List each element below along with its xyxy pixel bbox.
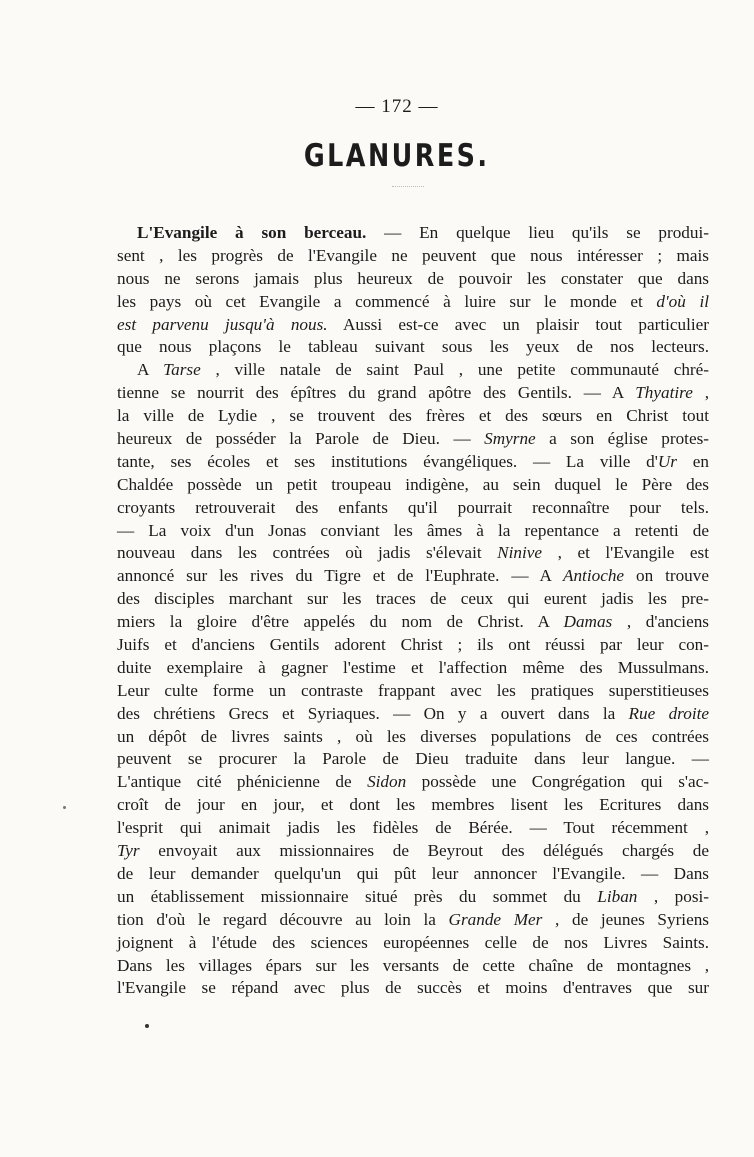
text-line xyxy=(117,680,709,703)
italic-text: Grande Mer xyxy=(448,909,543,929)
text-segment: , et l'Evangile est xyxy=(542,543,709,563)
italic-text: Tyr xyxy=(117,841,140,861)
text-segment: possède une Congrégation qui s'ac- xyxy=(406,772,709,792)
text-line xyxy=(117,909,709,932)
text-line xyxy=(117,840,709,863)
text-line xyxy=(117,611,709,634)
text-segment: L'antique cité phénicienne de xyxy=(117,772,368,792)
text-line xyxy=(117,771,709,794)
text-segment: l'esprit qui animait jadis les fidèles de Bérée. — Tout récemment , xyxy=(117,818,709,838)
text-line xyxy=(117,336,709,359)
italic-text: Damas xyxy=(563,612,613,632)
text-segment: la ville de Lydie , se trouvent des frères et des sœurs en Christ tout xyxy=(117,406,709,426)
text-line xyxy=(117,817,709,840)
text-segment: tion d'où le regard découvre au loin la xyxy=(117,909,449,929)
text-segment: des disciples marchant sur les traces de ceux qui eurent jadis les pre- xyxy=(117,589,709,609)
text-segment: l'Evangile se répand avec plus de succès et moins d'entraves que sur xyxy=(117,978,709,998)
text-line xyxy=(117,955,709,978)
text-line xyxy=(117,451,709,474)
text-line xyxy=(117,520,709,543)
text-segment: tienne se nourrit des épîtres du grand apôtre des Gentils. — A xyxy=(117,383,636,403)
text-segment: Dans les villages épars sur les versants de cette chaîne de montagnes , xyxy=(117,955,709,975)
text-segment: Chaldée possède un petit troupeau indigène, au sein duquel le Père des xyxy=(117,474,709,494)
text-segment: croyants retrouverait des enfants qu'il pourrait reconnaître pour tels. xyxy=(117,497,709,517)
text-line xyxy=(117,932,709,955)
text-segment: un dépôt de livres saints , où les diverses populations de ces contrées xyxy=(117,726,709,746)
text-segment: un établissement missionnaire situé près du sommet du xyxy=(117,886,598,906)
text-segment: en xyxy=(676,451,709,471)
italic-text: est parvenu jusqu'à nous. xyxy=(117,314,328,334)
text-line xyxy=(117,634,709,657)
text-line xyxy=(117,382,709,405)
text-segment: nous ne serons jamais plus heureux de pouvoir les constater que dans xyxy=(117,268,709,288)
page-number: — 172 — xyxy=(355,96,439,117)
text-line xyxy=(117,474,709,497)
article-body xyxy=(117,222,709,1000)
page-title: GLANURES. xyxy=(303,138,490,174)
text-segment: — La voix d'un Jonas conviant les âmes à la repentance a retenti de xyxy=(117,520,709,540)
text-segment: , d'anciens xyxy=(612,612,709,632)
italic-text: Smyrne xyxy=(484,429,536,449)
italic-text: Sidon xyxy=(367,772,407,792)
text-segment: , posi- xyxy=(637,886,710,906)
italic-text: Rue droite xyxy=(628,703,710,723)
italic-text: Liban xyxy=(597,886,638,906)
text-line xyxy=(117,588,709,611)
text-line xyxy=(117,428,709,451)
text-line xyxy=(117,314,709,337)
text-line xyxy=(117,703,709,726)
text-line xyxy=(117,977,709,1000)
text-line xyxy=(117,359,709,382)
text-segment: croît de jour en jour, et dont les membres lisent les Ecritures dans xyxy=(117,795,709,815)
text-line xyxy=(117,886,709,909)
text-segment: envoyait aux missionnaires de Beyrout des délégués chargés de xyxy=(139,841,709,861)
text-segment: , de jeunes Syriens xyxy=(542,909,709,929)
text-segment: A xyxy=(137,360,164,380)
text-segment: on trouve xyxy=(624,566,709,586)
text-line xyxy=(117,222,709,245)
ink-dot xyxy=(63,806,66,809)
text-segment: tante, ses écoles et ses institutions évangéliques. — La ville d' xyxy=(117,451,658,471)
text-segment: de leur demander quelqu'un qui pût leur annoncer l'Evangile. — Dans xyxy=(117,863,709,883)
text-segment: , xyxy=(692,383,710,403)
text-line xyxy=(117,405,709,428)
italic-text: Antioche xyxy=(562,566,625,586)
text-segment: Juifs et d'anciens Gentils adorent Christ ; ils ont réussi par leur con- xyxy=(117,635,709,655)
text-segment: heureux de posséder la Parole de Dieu. — xyxy=(117,429,485,449)
italic-text: d'où il xyxy=(656,291,709,311)
text-line xyxy=(117,794,709,817)
text-segment: — En quelque lieu qu'ils se produi- xyxy=(366,223,709,242)
text-line xyxy=(117,565,709,588)
text-segment: , ville natale de saint Paul , une petite communauté chré- xyxy=(200,360,709,380)
italic-text: Tarse xyxy=(163,360,201,380)
text-segment: des chrétiens Grecs et Syriaques. — On y a ouvert dans la xyxy=(117,703,629,723)
text-segment: les pays où cet Evangile a commencé à luire sur le monde et xyxy=(117,291,657,311)
text-segment: peuvent se procurer la Parole de Dieu traduite dans leur langue. — xyxy=(117,749,709,769)
text-segment: a son église protes- xyxy=(535,429,709,449)
text-segment: Aussi est-ce avec un plaisir tout particulier xyxy=(327,314,709,334)
text-segment: annoncé sur les rives du Tigre et de l'Euphrate. — A xyxy=(117,566,563,586)
title-divider xyxy=(392,186,424,187)
text-line xyxy=(117,726,709,749)
text-line xyxy=(117,863,709,886)
text-line xyxy=(117,748,709,771)
text-line xyxy=(117,657,709,680)
italic-text: Ninive xyxy=(497,543,543,563)
text-segment: que nous plaçons le tableau suivant sous les yeux de nos lecteurs. xyxy=(117,337,709,357)
text-segment: sent , les progrès de l'Evangile ne peuvent que nous intéresser ; mais xyxy=(117,245,709,265)
text-line xyxy=(117,245,709,268)
text-segment: miers la gloire d'être appelés du nom de Christ. A xyxy=(117,612,564,632)
ink-dot xyxy=(145,1024,149,1028)
text-line xyxy=(117,497,709,520)
italic-text: Thyatire xyxy=(635,383,693,403)
text-line xyxy=(117,542,709,565)
text-line xyxy=(117,268,709,291)
text-segment: nouveau dans les contrées où jadis s'élevait xyxy=(117,543,498,563)
text-segment: duite exemplaire à gagner l'estime et l'affection même des Mussulmans. xyxy=(117,657,709,677)
italic-text: Ur xyxy=(657,451,677,471)
text-line xyxy=(117,291,709,314)
section-heading: L'Evangile à son berceau. xyxy=(137,223,367,242)
text-segment: Leur culte forme un contraste frappant avec les pratiques superstitieuses xyxy=(117,680,709,700)
text-segment: joignent à l'étude des sciences européennes celle de nos Livres Saints. xyxy=(117,932,709,952)
